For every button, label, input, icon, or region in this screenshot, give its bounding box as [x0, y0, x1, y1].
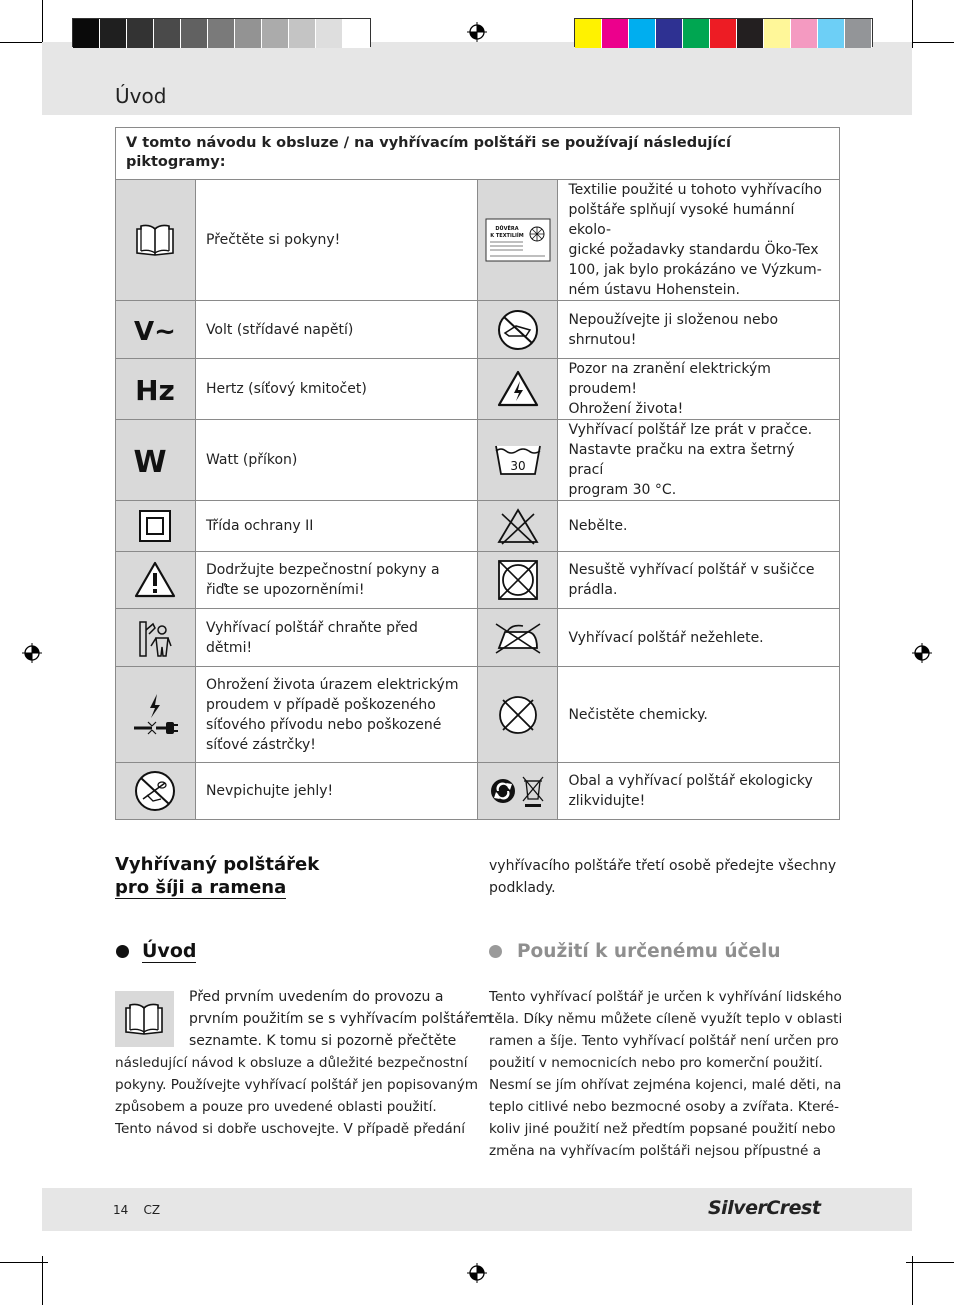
text-line: Textilie použité u tohoto vyhřívacího	[568, 182, 822, 198]
text-line: gické požadavky standardu Öko-Tex	[568, 242, 819, 258]
wash-30-icon	[478, 420, 558, 501]
color-swatch	[73, 19, 100, 48]
no-needles-icon	[116, 763, 196, 820]
protection-class-2-icon	[116, 501, 196, 552]
oeko-label-line2: K TEXTILIÍM	[490, 233, 524, 239]
pictogram-description	[558, 552, 840, 609]
pictogram-description: Hertz (síťový kmitočet)	[195, 359, 478, 420]
recycle-disposal-icon	[478, 763, 558, 820]
text-line: těla. Díky němu můžete cíleně využít teplo v oblasti	[489, 1011, 843, 1027]
color-swatch	[629, 19, 656, 48]
header-band	[42, 42, 912, 115]
text-line: ném ústavu Hohenstein.	[568, 282, 740, 298]
color-swatch	[181, 19, 208, 48]
text-line: polštáře splňují vysoké humánní ekolo-	[568, 202, 795, 238]
color-calibration-bar	[574, 18, 873, 47]
text-line: Nesmí se jím ohřívat zejména kojenci, malé děti, na	[489, 1077, 842, 1093]
table-row	[116, 609, 840, 667]
pictogram-description	[558, 501, 840, 552]
color-swatch	[289, 19, 316, 48]
color-swatch	[764, 19, 791, 48]
pictogram-description: Nevpichujte jehly!	[195, 763, 478, 820]
text-line: následující návod k obsluze a důležité bezpečnostní	[115, 1055, 468, 1071]
color-swatch	[100, 19, 127, 48]
pictogram-description	[558, 180, 840, 301]
color-swatch	[845, 19, 872, 48]
usage-paragraph	[489, 986, 842, 1162]
pictogram-description	[558, 420, 840, 501]
color-swatch	[154, 19, 181, 48]
pictogram-description	[195, 552, 478, 609]
product-title	[115, 853, 319, 899]
do-not-iron-icon	[478, 609, 558, 667]
section-bullet	[116, 945, 129, 958]
page-header-title: Úvod	[115, 84, 167, 108]
open-book-icon	[116, 180, 196, 301]
text-line: změna na vyhřívacím polštáři nejsou přípustné a	[489, 1143, 822, 1159]
crop-mark	[912, 0, 913, 48]
usage-title: Použití k určenému účelu	[517, 941, 781, 962]
pictogram-description: Vyhřívací polštář chraňte před dětmi!	[195, 609, 478, 667]
language-code: CZ	[143, 1203, 161, 1217]
keep-away-children-icon	[116, 609, 196, 667]
page-number: 14	[113, 1203, 129, 1217]
wash-temperature: 30	[510, 459, 526, 473]
text-line: zlikvidujte!	[568, 793, 646, 809]
text-line: Pozor na zranění elektrickým proudem!	[568, 361, 771, 397]
table-heading-row	[116, 128, 840, 180]
crop-mark	[42, 1256, 43, 1305]
pictogram-description	[558, 359, 840, 420]
text-line: Před prvním uvedením do provozu a	[189, 989, 444, 1005]
text-line: Ohrožení života úrazem elektrickým	[205, 676, 459, 693]
table-row	[116, 359, 840, 420]
pictogram-description	[558, 763, 840, 820]
color-swatch	[208, 19, 235, 48]
text-line: Vyhřívací polštář nežehlete.	[568, 629, 764, 646]
registration-mark-icon	[22, 643, 42, 663]
pictogram-description: Volt (střídavé napětí)	[195, 301, 478, 359]
text-line: Dodržujte bezpečnostní pokyny a	[205, 562, 440, 578]
damaged-cable-icon	[116, 667, 196, 763]
text-line: vyhřívacího polštáře třetí osobě předejte všechny	[489, 858, 837, 874]
hertz-icon	[116, 359, 196, 420]
pictogram-description: Třída ochrany II	[195, 501, 478, 552]
intro-paragraph-top	[189, 986, 492, 1052]
intro-book-icon-box	[115, 991, 174, 1047]
text-line: Tento vyhřívací polštář je určen k vyhřívání lidského	[489, 989, 842, 1005]
do-not-tumble-dry-icon	[478, 552, 558, 609]
table-heading: V tomto návodu k obsluze / na vyhřívacím polštáři se používají následující piktogramy:	[116, 128, 840, 180]
registration-mark-icon	[467, 22, 487, 42]
text-line: síťového přívodu nebo poškozené	[205, 716, 442, 733]
color-swatch	[683, 19, 710, 48]
grayscale-calibration-bar	[72, 18, 371, 47]
table-row	[116, 763, 840, 820]
hertz-symbol: Hz	[135, 374, 176, 407]
watt-symbol: W	[133, 445, 168, 480]
text-line: Tento návod si dobře uschovejte. V případě předání	[115, 1121, 466, 1137]
table-row	[116, 501, 840, 552]
text-line: ramen a šíje. Tento vyhřívací polštář není určen pro	[489, 1033, 839, 1049]
color-swatch	[343, 19, 370, 48]
do-not-dry-clean-icon	[478, 667, 558, 763]
table-row	[116, 420, 840, 501]
text-line: způsobem a pouze pro uvedené oblasti použití.	[115, 1099, 437, 1115]
text-line: seznamte. K tomu si pozorně přečtěte	[189, 1033, 457, 1049]
table-row	[116, 552, 840, 609]
text-line: Nečistěte chemicky.	[568, 706, 708, 723]
pictogram-description: Watt (příkon)	[195, 420, 478, 501]
color-swatch	[575, 19, 602, 48]
registration-mark-icon	[467, 1263, 487, 1283]
oeko-tex-label-icon	[478, 180, 558, 301]
registration-mark-icon	[912, 643, 932, 663]
color-swatch	[316, 19, 343, 48]
color-swatch	[235, 19, 262, 48]
crop-mark	[42, 0, 43, 48]
warning-triangle-icon	[116, 552, 196, 609]
footer-page-info	[113, 1203, 160, 1217]
text-line: teplo citlivé nebo bezmocné osoby a zvířata. Které-	[489, 1099, 840, 1115]
color-swatch	[737, 19, 764, 48]
intro-paragraph	[115, 1052, 478, 1140]
text-line: síťové zástrčky!	[205, 736, 316, 753]
do-not-bleach-icon	[478, 501, 558, 552]
product-title-line2: pro šíji a ramena	[115, 877, 287, 898]
table-row	[116, 301, 840, 359]
text-line: Nepoužívejte ji složenou nebo shrnutou!	[568, 311, 779, 348]
color-swatch	[710, 19, 737, 48]
electric-shock-warning-icon	[478, 359, 558, 420]
watt-icon	[116, 420, 196, 501]
color-swatch	[602, 19, 629, 48]
pictogram-description	[558, 667, 840, 763]
volt-ac-icon	[116, 301, 196, 359]
text-line: program 30 °C.	[568, 482, 677, 498]
oeko-label-line1: DŮVĚRA	[495, 226, 519, 232]
pictogram-description: Přečtěte si pokyny!	[195, 180, 478, 301]
section-bullet	[489, 945, 502, 958]
crop-mark	[906, 42, 954, 43]
text-line: 100, jak bylo prokázáno ve Výzkum-	[568, 262, 822, 278]
text-line: Obal a vyhřívací polštář ekologicky	[568, 773, 813, 789]
table-row	[116, 180, 840, 301]
pictogram-description	[558, 609, 840, 667]
text-line: Nebělte.	[568, 518, 628, 534]
crop-mark	[912, 1256, 913, 1305]
pictogram-description	[195, 667, 478, 763]
pictogram-table	[115, 127, 840, 820]
crop-mark	[0, 1262, 48, 1263]
open-book-icon	[115, 991, 174, 1047]
brand-logo: SilverCrest	[708, 1197, 821, 1219]
color-swatch	[262, 19, 289, 48]
color-swatch	[818, 19, 845, 48]
text-line: Nastavte pračku na extra šetrný prací	[568, 442, 795, 478]
color-swatch	[791, 19, 818, 48]
text-line: prádla.	[568, 582, 618, 598]
crop-mark	[906, 1262, 954, 1263]
continued-paragraph	[489, 855, 836, 899]
table-row	[116, 667, 840, 763]
text-line: Nesuště vyhřívací polštář v sušičce	[568, 562, 815, 578]
volt-symbol: V~	[134, 316, 177, 347]
color-swatch	[127, 19, 154, 48]
text-line: prvním použitím se s vyhřívacím polštářem	[189, 1011, 492, 1027]
text-line: Ohrožení života!	[568, 401, 684, 417]
pictogram-description	[558, 301, 840, 359]
do-not-fold-icon	[478, 301, 558, 359]
text-line: podklady.	[489, 880, 556, 896]
text-line: řiďte se upozorněními!	[205, 582, 365, 598]
product-title-line1: Vyhřívaný polštářek	[115, 854, 320, 875]
intro-title	[142, 940, 196, 963]
text-line: koliv jiné použití než předtím popsané použití nebo	[489, 1121, 836, 1137]
intro-title-text: Úvod	[142, 940, 197, 962]
color-swatch	[656, 19, 683, 48]
text-line: pokyny. Používejte vyhřívací polštář jen popisovaným	[115, 1077, 478, 1093]
text-line: použití v nemocnicích nebo pro komerční použití.	[489, 1055, 823, 1071]
crop-mark	[0, 42, 48, 43]
text-line: Vyhřívací polštář lze prát v pračce.	[568, 422, 813, 438]
text-line: proudem v případě poškozeného	[205, 696, 436, 713]
